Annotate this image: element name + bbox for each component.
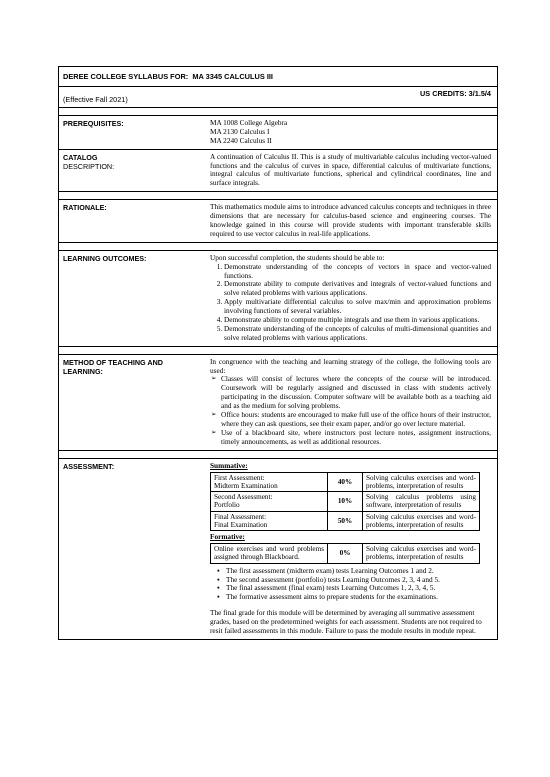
method-item: ➢ Classes will consist of lectures where the concepts of the course will be introduced. Coursework will be regularly assigned and discussed in class with students actively participating in the discussion. Computer software will be available both as a teaching aid and as the medium for solving problems.	[221, 375, 491, 411]
outcomes-intro: Upon successful completion, the students should be able to:	[210, 252, 385, 262]
assessment-weight: 10%	[328, 492, 363, 512]
assessment-content	[204, 459, 497, 639]
method-label-line2: LEARNING:	[63, 366, 103, 376]
assessment-name: Final Assessment: Final Examination	[211, 511, 328, 531]
method-list	[210, 375, 491, 446]
assessment-description: Solving calculus exercises and word-problems, interpretation of results	[363, 511, 480, 531]
assessment-name: Second Assessment: Portfolio	[211, 492, 328, 512]
summative-heading: Summative:	[210, 460, 248, 470]
outcomes-content	[204, 251, 497, 346]
title-prefix: DEREE COLLEGE SYLLABUS FOR:	[63, 72, 189, 81]
prerequisite-item: MA 1008 College Algebra	[210, 118, 288, 127]
effective-date: (Effective Fall 2021)	[63, 95, 128, 104]
assessment-description: Solving calculus exercises and word-problems, interpretation of results	[363, 544, 480, 564]
catalog-label-line2: DESCRIPTION:	[63, 161, 115, 171]
spacer-row	[59, 192, 497, 200]
outcome-item: 5. Demonstrate understanding of the concepts of calculus of multi-dimensional quantities and solve related problems with various applications.	[224, 325, 491, 343]
formative-table	[210, 543, 480, 564]
assessment-weight: 40%	[328, 472, 363, 492]
summative-table	[210, 472, 480, 532]
catalog-label-line1: CATALOG	[63, 152, 98, 162]
spacer-row	[59, 108, 497, 116]
outcome-item: 1. Demonstrate understanding of the concepts of vectors in space and vector-valued functions.	[224, 263, 491, 281]
assessment-row	[59, 459, 497, 639]
prerequisite-item: MA 2240 Calculus II	[210, 135, 272, 145]
catalog-label	[59, 150, 204, 192]
assessment-description: Solving calculus problems using software, interpretation of results	[363, 492, 480, 512]
catalog-row	[59, 150, 497, 193]
assessment-weight: 50%	[328, 511, 363, 531]
catalog-description: A continuation of Calculus II. This is a study of multivariable calculus including vector-valued functions and the calculus of curves in space, differential calculus of multivariate functions, integral calculus of multivariate functions, spherical and cylindrical coordinates, line and surface integrals.	[210, 151, 491, 188]
outcome-item: 3. Apply multivariate differential calculus to solve max/min and approximation problems involving functions of several variables.	[224, 298, 491, 316]
assessment-notes	[210, 567, 491, 603]
outcomes-list	[210, 263, 491, 343]
assessment-weight: 0%	[328, 544, 363, 564]
assessment-name: First Assessment: Midterm Examination	[211, 472, 328, 492]
credits-cell	[59, 87, 497, 107]
syllabus-table	[58, 66, 498, 640]
spacer-row	[59, 243, 497, 251]
method-content	[204, 355, 497, 450]
outcomes-label: LEARNING OUTCOMES:	[63, 253, 147, 263]
outcomes-row	[59, 251, 497, 347]
method-label-line1: METHOD OF TEACHING AND	[63, 357, 163, 367]
course-title	[59, 67, 277, 86]
assessment-note: ▪ The first assessment (midterm exam) tests Learning Outcomes 1 and 2.	[226, 567, 491, 576]
us-credits: US CREDITS: 3/1.5/4	[420, 89, 491, 98]
method-intro: In congruence with the teaching and learning strategy of the college, the following tools are used:	[210, 356, 491, 375]
credits-row	[59, 87, 497, 108]
assessment-label: ASSESSMENT:	[63, 461, 115, 471]
course-name: MA 3345 CALCULUS III	[192, 72, 273, 81]
assessment-note: ▪ The formative assessment aims to prepare students for the examinations.	[226, 593, 491, 602]
title-row	[59, 67, 497, 87]
outcome-item: 4. Demonstrate ability to compute multiple integrals and use them in various applications.	[224, 316, 491, 325]
method-item: ➢ Use of a blackboard site, where instructors post lecture notes, assignment instructions, timely announcements, as well as additional resources.	[221, 429, 491, 447]
table-row	[211, 511, 480, 531]
final-grade-text: The final grade for this module will be determined by averaging all summative assessment grades, based on the predetermined weights for each assessment. Students are not required to resit failed assessments in this module. Failure to pass the module results in module repeat.	[210, 608, 482, 635]
rationale-label: RATIONALE:	[63, 203, 107, 213]
assessment-description: Solving calculus exercises and word-problems, interpretation of results	[363, 472, 480, 492]
table-row	[211, 492, 480, 512]
prerequisites-label: PREREQUISITES:	[63, 119, 124, 128]
assessment-note: ▪ The final assessment (final exam) tests Learning Outcomes 1, 2, 3, 4, 5.	[226, 584, 491, 593]
assessment-note: ▪ The second assessment (portfolio) tests Learning Outcomes 2, 3, 4 and 5.	[226, 576, 491, 585]
formative-heading: Formative:	[210, 532, 245, 542]
rationale-text: This mathematics module aims to introduce advanced calculus concepts and techniques in three dimensions that are necessary for calculus-based science and engineering courses. The knowledge gained in this course will provide students with important transferable skills required to use vector calculus in real-life applications.	[210, 202, 491, 238]
table-row	[211, 472, 480, 492]
assessment-name: Online exercises and word problems assigned through Blackboard.	[211, 544, 328, 564]
prerequisites-row	[59, 116, 497, 150]
method-row	[59, 355, 497, 451]
method-item: ➢ Office hours: students are encouraged to make full use of the office hours of their instructor, where they can ask questions, see their exam paper, and/or go over lecture material.	[221, 411, 491, 429]
prerequisite-item: MA 2130 Calculus I	[210, 126, 270, 136]
prerequisites-list	[204, 116, 497, 149]
spacer-row	[59, 451, 497, 459]
method-label	[59, 355, 204, 450]
rationale-row	[59, 200, 497, 243]
outcome-item: 2. Demonstrate ability to compute derivatives and integrals of vector-valued functions and solve related problems with various applications.	[224, 280, 491, 298]
table-row	[211, 544, 480, 564]
spacer-row	[59, 347, 497, 355]
